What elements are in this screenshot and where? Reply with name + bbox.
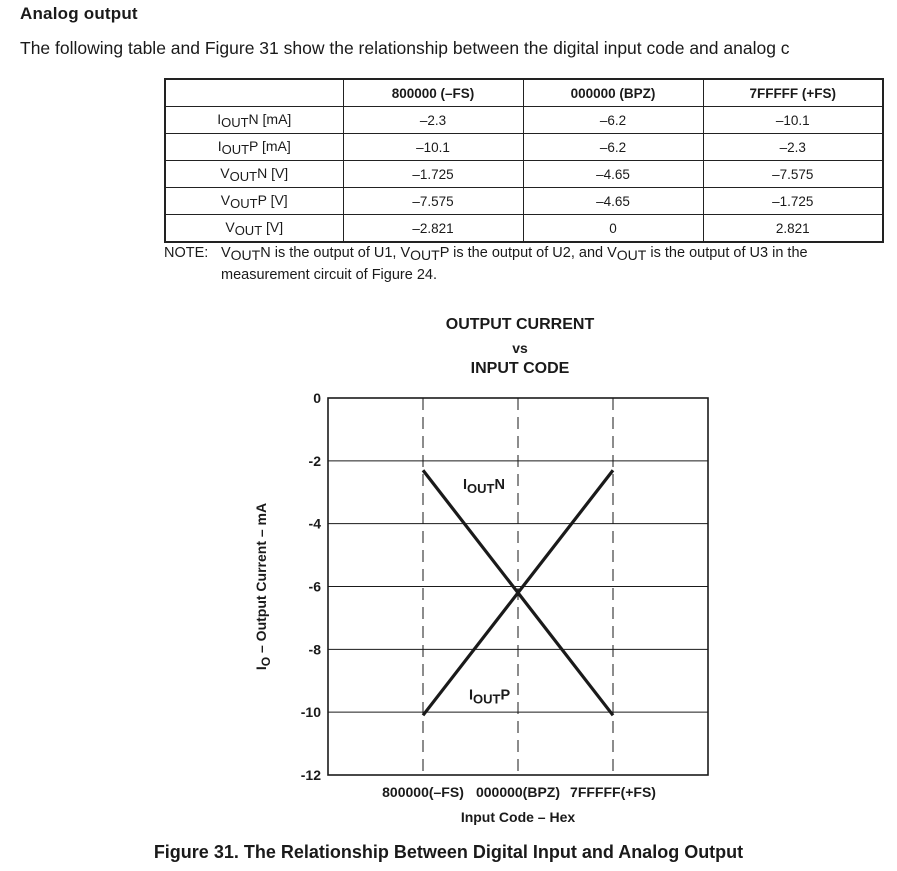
section-heading: Analog output	[20, 4, 138, 23]
series-label-part: OUT	[467, 481, 495, 497]
x-tick-label: 000000(BPZ)	[475, 784, 561, 800]
table-cell: –4.65	[523, 161, 703, 188]
x-axis-label: Input Code – Hex	[460, 809, 576, 825]
x-tick-label: 7FFFFF(+FS)	[570, 784, 656, 800]
table-cell: 0	[523, 215, 703, 243]
row-label: $V_{OUT}$ [V]	[165, 215, 343, 243]
row-label: $I_{OUT}N$ [mA]	[165, 107, 343, 134]
note-text: $V_{OUT}N$ is the output of U1, $V_{OUT}P$ is the output of U2, and $V_{OUT}$ is the output of U3 in the measurement circuit of Figure 24.	[221, 245, 808, 283]
table-cell: –2.821	[343, 215, 523, 243]
table-cell: –10.1	[343, 134, 523, 161]
table-cell: –6.2	[523, 134, 703, 161]
table-cell: –4.65	[523, 188, 703, 215]
row-label: $V_{OUT}N$ [V]	[165, 161, 343, 188]
series-label	[463, 477, 505, 496]
table-header-cell: 000000 (BPZ)	[523, 79, 703, 107]
y-tick-label: -4	[308, 515, 321, 532]
table-cell: –7.575	[343, 188, 523, 215]
table-header-cell: 7FFFFF (+FS)	[703, 79, 883, 107]
y-tick-label: -2	[308, 452, 321, 469]
y-axis-label-part: I	[253, 666, 269, 671]
series-label-part: I	[463, 477, 468, 494]
y-axis-label-part: O	[259, 656, 273, 667]
figure-caption: Figure 31. The Relationship Between Digital Input and Analog Output	[153, 842, 744, 862]
chart-title-line3: INPUT CODE	[470, 360, 570, 377]
series-label-part: I	[469, 687, 474, 704]
y-tick-label: 0	[313, 390, 321, 406]
table-cell: 2.821	[703, 215, 883, 243]
table-cell: –7.575	[703, 161, 883, 188]
series-label-part: P	[500, 687, 511, 704]
y-tick-label: -8	[308, 641, 321, 658]
y-tick-label: -12	[300, 767, 321, 783]
table-cell: –2.3	[343, 107, 523, 134]
y-axis-label-part: – Output Current – mA	[253, 502, 269, 657]
y-axis-label	[253, 503, 273, 670]
table-header-cell: 800000 (–FS)	[343, 79, 523, 107]
y-tick-label: -10	[300, 704, 321, 721]
table-cell: –2.3	[703, 134, 883, 161]
series-label-part: OUT	[473, 691, 501, 707]
note-label: NOTE:	[164, 245, 209, 261]
row-label: $V_{OUT}P$ [V]	[165, 188, 343, 215]
y-tick-label: -6	[308, 578, 321, 595]
series-label	[469, 688, 510, 707]
table-cell: –1.725	[343, 161, 523, 188]
table-cell: –6.2	[523, 107, 703, 134]
chart-title-line2: vs	[512, 340, 528, 356]
intro-paragraph: The following table and Figure 31 show the relationship between the digital input code and analog c	[20, 38, 790, 58]
chart-title-line1: OUTPUT CURRENT	[445, 316, 595, 333]
series-label-part: N	[494, 477, 505, 494]
table-cell: –10.1	[703, 107, 883, 134]
row-label: $I_{OUT}P$ [mA]	[165, 134, 343, 161]
x-tick-label: 800000(–FS)	[382, 784, 464, 800]
table-cell: –1.725	[703, 188, 883, 215]
